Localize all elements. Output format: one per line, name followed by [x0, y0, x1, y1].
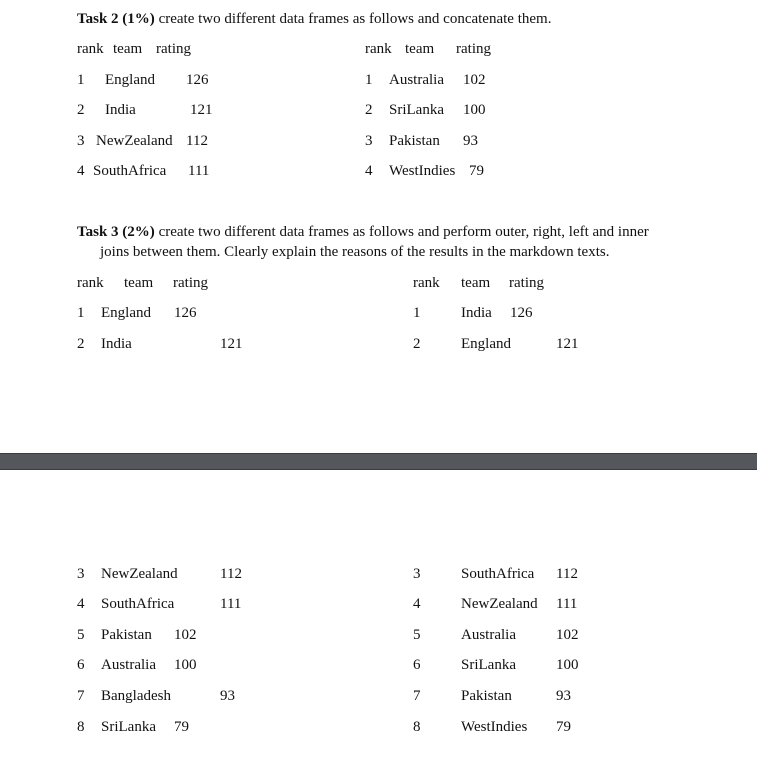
t2-right-header-rating: rating — [456, 41, 491, 57]
t3-right-team: England — [461, 336, 511, 352]
t3-right-team: NewZealand — [461, 596, 538, 612]
t3-left-header-team: team — [124, 275, 154, 291]
t3-right-team: SriLanka — [461, 657, 516, 673]
t3-right-rating: 126 — [510, 305, 533, 321]
task2-text: create two different data frames as follows and concatenate them. — [158, 11, 552, 27]
t3-right-header-rank: rank — [413, 275, 440, 291]
t3-left-header-rating: rating — [173, 275, 208, 291]
t2-left-rank: 3 — [77, 133, 85, 149]
t2-left-rating: 126 — [186, 72, 209, 88]
t3-right-rank: 8 — [413, 719, 421, 735]
task3-heading-line — [77, 223, 649, 241]
t3-right-team: WestIndies — [461, 719, 528, 735]
t2-left-rating: 112 — [186, 133, 208, 149]
t2-left-rank: 1 — [77, 72, 85, 88]
t3-right-rating: 93 — [556, 688, 571, 704]
t2-left-header-rank: rank — [77, 41, 104, 57]
t3-right-rank: 6 — [413, 657, 421, 673]
t3-left-team: SriLanka — [101, 719, 156, 735]
t2-left-rating: 111 — [188, 163, 210, 179]
t2-left-team: England — [105, 72, 155, 88]
t3-left-rank: 8 — [77, 719, 85, 735]
t3-left-rank: 1 — [77, 305, 85, 321]
t2-left-team: India — [105, 102, 136, 118]
t3-right-team: Pakistan — [461, 688, 512, 704]
t3-left-rating: 112 — [220, 566, 242, 582]
t3-right-team: SouthAfrica — [461, 566, 535, 582]
t3-right-rank: 3 — [413, 566, 421, 582]
t3-right-rating: 112 — [556, 566, 578, 582]
t3-left-team: Australia — [101, 657, 156, 673]
t2-right-team: Pakistan — [389, 133, 440, 149]
t3-right-rating: 121 — [556, 336, 579, 352]
t3-left-team: India — [101, 336, 132, 352]
t3-left-rank: 7 — [77, 688, 85, 704]
page-break-divider — [0, 453, 757, 470]
t3-right-header-team: team — [461, 275, 491, 291]
t2-right-header-rank: rank — [365, 41, 392, 57]
t2-right-rank: 2 — [365, 102, 373, 118]
t2-right-team: WestIndies — [389, 163, 456, 179]
t3-left-team: Pakistan — [101, 627, 152, 643]
t2-left-header-rating: rating — [156, 41, 191, 57]
t2-right-team: SriLanka — [389, 102, 444, 118]
t3-right-rating: 102 — [556, 627, 579, 643]
t2-left-rank: 2 — [77, 102, 85, 118]
t2-left-rating: 121 — [190, 102, 213, 118]
t3-left-rank: 4 — [77, 596, 85, 612]
t3-left-header-rank: rank — [77, 275, 104, 291]
t3-left-rank: 2 — [77, 336, 85, 352]
t3-left-rank: 3 — [77, 566, 85, 582]
task3-text-line2: joins between them. Clearly explain the reasons of the results in the markdown texts. — [100, 244, 610, 260]
t3-left-team: NewZealand — [101, 566, 178, 582]
t3-left-rating: 79 — [174, 719, 189, 735]
t3-left-rating: 100 — [174, 657, 197, 673]
t3-right-rank: 1 — [413, 305, 421, 321]
t2-left-header-team: team — [113, 41, 143, 57]
t3-left-rating: 102 — [174, 627, 197, 643]
t3-left-rank: 5 — [77, 627, 85, 643]
t3-right-rank: 2 — [413, 336, 421, 352]
t3-left-team: England — [101, 305, 151, 321]
t3-right-rank: 7 — [413, 688, 421, 704]
t3-left-rating: 93 — [220, 688, 235, 704]
t3-right-rank: 5 — [413, 627, 421, 643]
t3-right-team: India — [461, 305, 492, 321]
t2-right-rating: 79 — [469, 163, 484, 179]
t2-right-rank: 1 — [365, 72, 373, 88]
t3-right-header-rating: rating — [509, 275, 544, 291]
t2-right-team: Australia — [389, 72, 444, 88]
task3-text-line1: create two different data frames as follows and perform outer, right, left and inner — [158, 224, 649, 240]
t3-right-team: Australia — [461, 627, 516, 643]
t3-left-rating: 121 — [220, 336, 243, 352]
t3-right-rating: 79 — [556, 719, 571, 735]
t2-right-header-team: team — [405, 41, 435, 57]
t3-left-rating: 126 — [174, 305, 197, 321]
task3-heading: Task 3 (2%) — [77, 224, 155, 240]
t2-left-rank: 4 — [77, 163, 85, 179]
t3-right-rating: 111 — [556, 596, 578, 612]
t3-right-rank: 4 — [413, 596, 421, 612]
t2-left-team: NewZealand — [96, 133, 173, 149]
t2-right-rank: 4 — [365, 163, 373, 179]
t3-left-team: Bangladesh — [101, 688, 171, 704]
t2-right-rating: 100 — [463, 102, 486, 118]
t3-left-rating: 111 — [220, 596, 242, 612]
t2-right-rank: 3 — [365, 133, 373, 149]
t3-right-rating: 100 — [556, 657, 579, 673]
t3-left-rank: 6 — [77, 657, 85, 673]
t2-left-team: SouthAfrica — [93, 163, 167, 179]
task2-heading-line — [77, 10, 551, 28]
task2-heading: Task 2 (1%) — [77, 11, 155, 27]
t2-right-rating: 102 — [463, 72, 486, 88]
t2-right-rating: 93 — [463, 133, 478, 149]
t3-left-team: SouthAfrica — [101, 596, 175, 612]
